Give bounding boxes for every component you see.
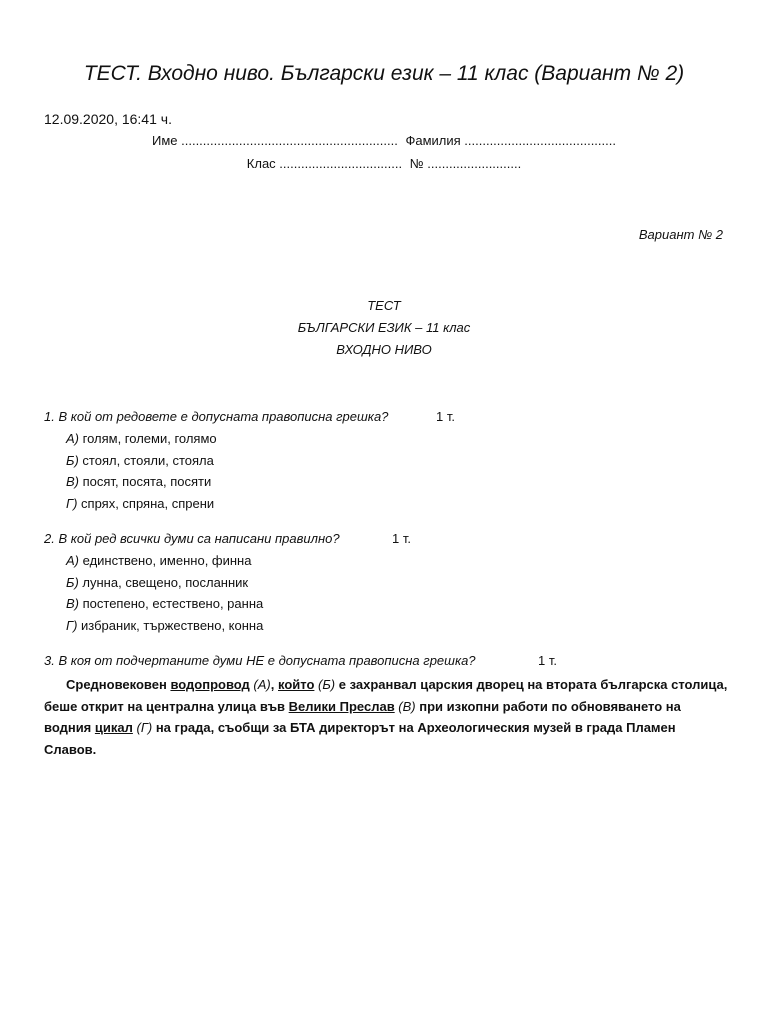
student-class-line [0,156,768,171]
option-text: лунна, свещено, посланник [82,574,249,590]
page-title: ТЕСТ. Входно ниво. Български език – 11 клас (Вариант № 2) [83,62,685,85]
question-1-option-d [44,493,724,515]
question-1 [44,406,724,515]
underlined-word-c: Велики Преслав [288,698,395,714]
option-letter: В) [66,596,79,612]
passage-text: , [270,677,278,692]
question-1-option-a [44,428,724,450]
question-1-option-b [44,450,724,472]
variant-label: Вариант № 2 [638,227,723,242]
question-1-text: 1. В кой от редовете е допусната правописна грешка? [44,409,389,424]
underlined-word-b: който [278,677,315,692]
underlined-word-d: цикал [94,720,133,736]
option-letter: Г) [66,496,78,512]
question-2-points: 1 т. [392,531,411,546]
word-marker-a: (А) [249,677,271,692]
question-2-option-b [44,572,724,594]
word-marker-d: (Г) [132,720,153,736]
option-letter: А) [66,431,79,446]
passage-text: на града, съобщи за БТА директорът на Археологическия музей в града Пламен Славов. [44,720,676,758]
passage-text: при изкопни работи по обновяването на водния [44,698,681,736]
question-1-option-c [44,471,724,493]
question-2-option-a [44,550,724,572]
option-text: единствено, именно, финна [82,553,252,568]
option-letter: Г) [66,618,78,634]
word-marker-b: (Б) [314,677,336,692]
option-letter: А) [66,553,79,568]
option-letter: В) [66,474,79,490]
class-field-label: Клас .................................. [246,156,403,171]
test-heading-line2: БЪЛГАРСКИ ЕЗИК – 11 клас [297,320,471,335]
question-3-text: 3. В коя от подчертаните думи НЕ е допусната правописна грешка? [44,653,476,668]
test-heading-line3: ВХОДНО НИВО [336,342,432,357]
word-marker-c: (В) [394,698,416,714]
question-2 [44,528,724,637]
question-3-passage [44,674,728,761]
test-heading [0,295,768,361]
underlined-word-a: водопровод [170,677,250,692]
option-text: посят, посята, посяти [82,474,212,490]
option-text: голям, големи, голямо [82,431,217,446]
question-2-option-c [44,593,724,615]
option-letter: Б) [66,452,79,468]
name-field-label: Име ............................................................ [152,133,398,148]
passage-text: Средновековен [66,677,171,692]
surname-field-label: Фамилия .......................................... [405,133,616,148]
question-1-points: 1 т. [436,409,455,424]
date-time: 12.09.2020, 16:41 ч. [44,111,172,127]
test-heading-line1: ТЕСТ [367,298,401,313]
option-text: избраник, тържествено, конна [81,618,264,634]
question-3-points: 1 т. [538,653,557,668]
option-text: постепено, естествено, ранна [82,596,264,612]
option-letter: Б) [66,574,79,590]
student-name-line [0,133,768,148]
question-2-text: 2. В кой ред всички думи са написани правилно? [44,531,340,546]
number-field-label: № .......................... [409,156,522,171]
passage-text: е захранвал царския дворец на втората българска столица, беше открит на централна улица във [44,677,728,714]
question-3 [44,650,724,672]
option-text: спрях, спряна, спрени [81,496,215,512]
option-text: стоял, стояли, стояла [82,452,214,468]
question-2-option-d [44,615,724,637]
